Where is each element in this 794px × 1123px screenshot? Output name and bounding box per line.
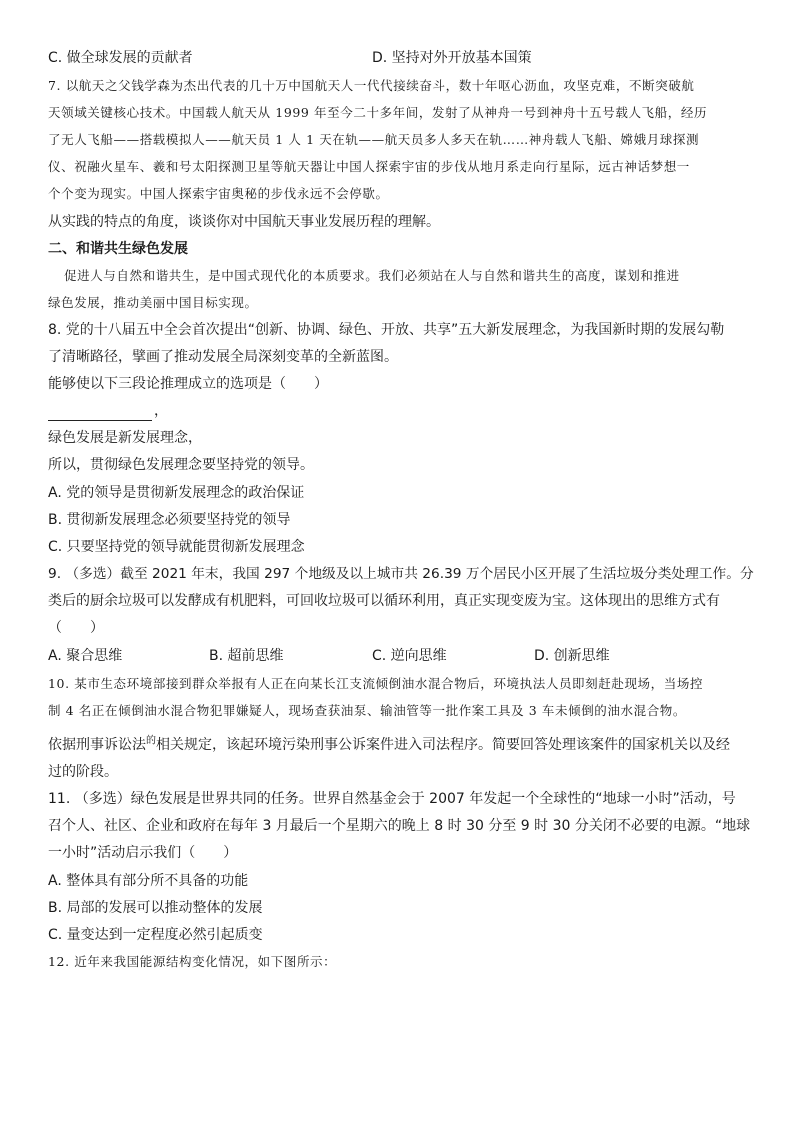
q7-text-line: 7. 以航天之父钱学森为杰出代表的几十万中国航天人一代代接续奋斗，数十年呕心沥血，攻坚克难，不断突破航 [48,78,695,93]
q9-text-line: 类后的厨余垃圾可以发酵成有机肥料，可回收垃圾可以循环利用，真正实现变废为宝。这体现出的思维方式有 [48,593,720,609]
q10-text-line: 过的阶段。 [48,764,118,780]
q6-option-c: C. 做全球发展的贡献者 [48,50,193,66]
q11-text-line: 召个人、社区、企业和政府在每年 3 月最后一个星期六的晚上 8 时 30 分至 9 时 30 分关闭不必要的电源。“地球 [48,818,751,834]
q11-option-b: B. 局部的发展可以推动整体的发展 [48,900,263,916]
q7-question: 从实践的特点的角度，谈谈你对中国航天事业发展历程的理解。 [48,214,440,230]
q12-text-line: 12. 近年来我国能源结构变化情况，如下图所示： [48,954,337,969]
q7-text-line: 个个变为现实。中国人探索宇宙奥秘的步伐永远不会停歇。 [48,186,389,201]
q8-prompt: 能够使以下三段论推理成立的选项是（ ） [48,376,328,392]
q7-text-line: 了无人飞船——搭载模拟人——航天员 1 人 1 天在轨——航天员多人多天在轨……神舟载人飞船、嫦娥月球探测 [48,132,700,147]
q6-option-d: D. 坚持对外开放基本国策 [372,50,532,66]
q8-text-line: 8. 党的十八届五中全会首次提出“创新、协调、绿色、开放、共享”五大新发展理念，为我国新时期的发展勾勒 [48,322,725,338]
q10-line3-start: 依据刑事诉讼法 [48,737,146,753]
section-intro-line: 促进人与自然和谐共生，是中国式现代化的本质要求。我们必须站在人与自然和谐共生的高度，谋划和推进 [64,268,680,283]
q8-premise: 绿色发展是新发展理念， [48,430,202,446]
q8-text-line: 了清晰路径，擘画了推动发展全局深刻变革的全新蓝图。 [48,349,398,365]
q8-option-a: A. 党的领导是贯彻新发展理念的政治保证 [48,485,305,501]
q11-option-a: A. 整体具有部分所不具备的功能 [48,873,249,889]
q11-text-line: 11. （多选）绿色发展是世界共同的任务。世界自然基金会于 2007 年发起一个全球性的“地球一小时”活动，号 [48,791,736,807]
q11-option-c: C. 量变达到一定程度必然引起质变 [48,927,263,943]
q10-line3-end: 相关规定，该起环境污染刑事公诉案件进入司法程序。简要回答处理该案件的国家机关以及经 [156,737,730,753]
q7-text-line: 仪、祝融火星车、羲和号太阳探测卫星等航天器让中国人探索宇宙的步伐从地月系走向行星际，远古神话梦想一 [48,159,690,174]
q9-option-c: C. 逆向思维 [372,648,447,664]
blank-suffix: ， [154,403,168,419]
q11-text-line: 一小时”活动启示我们（ ） [48,845,238,861]
q10-superscript: 的 [146,735,156,747]
answer-blank [48,406,152,421]
q9-text-line: 9. （多选）截至 2021 年末，我国 297 个地级及以上城市共 26.39 万个居民小区开展了生活垃圾分类处理工作。分 [48,566,754,582]
section-intro-line: 绿色发展，推动美丽中国目标实现。 [48,295,258,310]
q9-option-b: B. 超前思维 [209,648,284,664]
q8-option-c: C. 只要坚持党的领导就能贯彻新发展理念 [48,539,305,555]
q8-option-b: B. 贯彻新发展理念必须要坚持党的领导 [48,512,291,528]
q7-text-line: 天领域关键核心技术。中国载人航天从 1999 年至今二十多年间，发射了从神舟一号到神舟十五号载人飞船，经历 [48,105,708,120]
q9-text-line: （ ） [48,620,104,636]
q10-text-line: 10. 某市生态环境部接到群众举报有人正在向某长江支流倾倒油水混合物后，环境执法人员即刻赶赴现场，当场控 [48,676,704,691]
section-heading: 二、和谐共生绿色发展 [48,241,188,257]
q10-text-line [48,735,730,755]
q9-option-d: D. 创新思维 [534,648,610,664]
q8-conclusion: 所以，贯彻绿色发展理念要坚持党的领导。 [48,457,314,473]
q10-text-line: 制 4 名正在倾倒油水混合物犯罪嫌疑人，现场查获油泵、输油管等一批作案工具及 3 车未倾倒的油水混合物。 [48,703,687,718]
q8-blank-line [48,401,168,421]
q9-option-a: A. 聚合思维 [48,648,123,664]
